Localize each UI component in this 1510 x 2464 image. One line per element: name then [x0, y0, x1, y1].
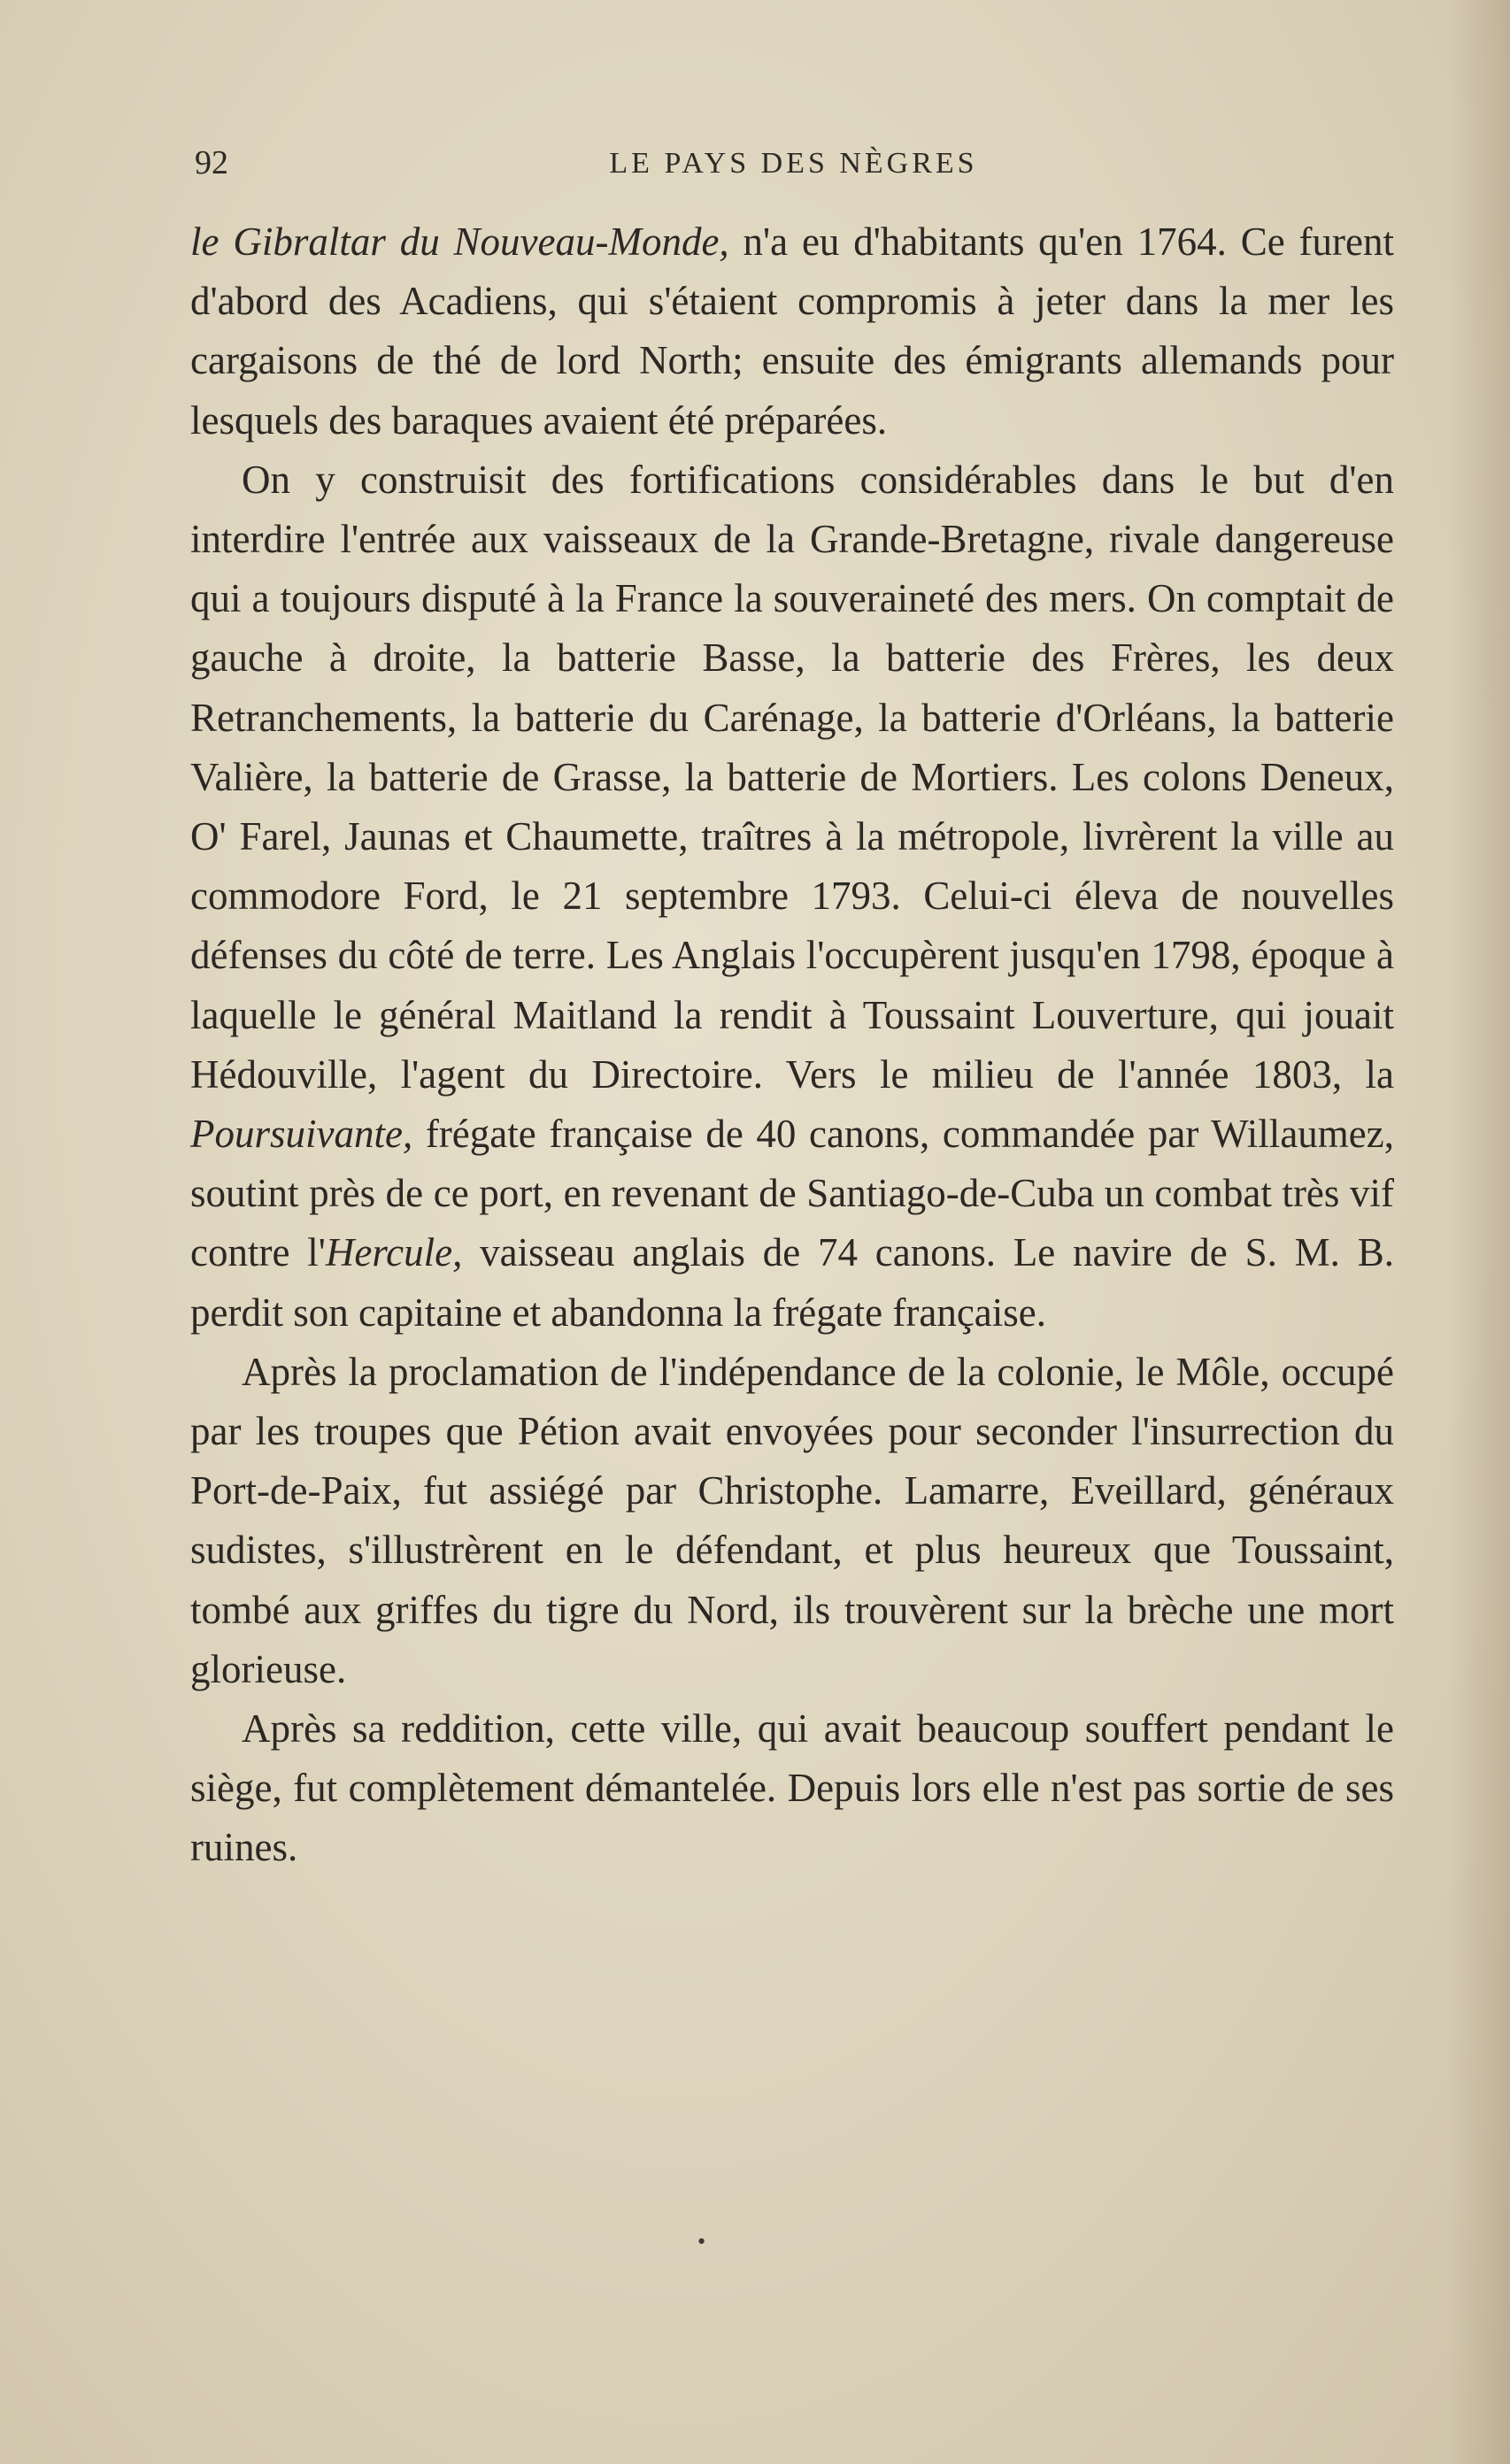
paragraph-text: frégate française de 40 canons, commandée par Willaumez, soutint près de ce port, en revenant de Santiago-de-Cuba un combat très vif contre l' [190, 1112, 1394, 1275]
italic-phrase-gibraltar: le Gibraltar du Nouveau-Monde, [190, 219, 729, 264]
paragraph-text: Après la proclamation de l'indépendance de la colonie, le Môle, occupé par les troupes que Pétion avait envoyées pour seconder l'insurrection du Port-de-Paix, fut assiégé par Christophe. Lamarre, Eveillard, généraux sudistes, s'illustrèrent en le défendant, et plus heureux que Toussaint, tombé aux griffes du tigre du Nord, ils trouvèrent sur la brèche une mort glorieuse. [190, 1349, 1394, 1691]
paragraph-text: vaisseau anglais de 74 canons. Le navire de S. M. B. perdit son capitaine et abandonna la frégate française. [190, 1230, 1395, 1335]
paragraph-1 [190, 212, 1394, 450]
paragraph-text: On y construisit des fortifications considérables dans le but d'en interdire l'entrée aux vaisseaux de la Grande-Bretagne, rivale dangereuse qui a toujours disputé à la France la souveraineté des mers. On comptait de gauche à droite, la batterie Basse, la batterie des Frères, les deux Retranchements, la batterie du Carénage, la batterie d'Orléans, la batterie Valière, la batterie de Grasse, la batterie de Mortiers. Les colons Deneux, O' Farel, Jaunas et Chaumette, traîtres à la métropole, livrèrent la ville au commodore Ford, le 21 septembre 1793. Celui-ci éleva de nouvelles défenses du côté de terre. Les Anglais l'occupèrent jusqu'en 1798, époque à laquelle le général Maitland la rendit à Toussaint Louverture, qui jouait Hédouville, l'agent du Directoire. Vers le milieu de l'année 1803, la [190, 457, 1394, 1097]
paragraph-text: n'a eu d'habitants qu'en 1764. Ce furent d'abord des Acadiens, qui s'étaient compromis à jeter dans la mer les cargaisons de thé de lord North; ensuite des émigrants allemands pour lesquels des baraques avaient été préparées. [190, 219, 1394, 443]
page-number: 92 [195, 144, 228, 181]
footer-ornament: • [697, 2229, 706, 2254]
italic-ship-hercule: Hercule, [325, 1230, 463, 1275]
paragraph-text: Après sa reddition, cette ville, qui avait beaucoup souffert pendant le siège, fut complètement démantelée. Depuis lors elle n'est pas sortie de ses ruines. [190, 1706, 1394, 1870]
body-text [190, 212, 1394, 1878]
paragraph-4 [190, 1699, 1394, 1878]
page-header [195, 143, 1392, 196]
paragraph-3 [190, 1343, 1394, 1699]
italic-ship-poursuivante: Poursuivante, [190, 1112, 413, 1157]
running-head: LE PAYS DES NÈGRES [609, 147, 978, 180]
paragraph-2 [190, 450, 1394, 1343]
